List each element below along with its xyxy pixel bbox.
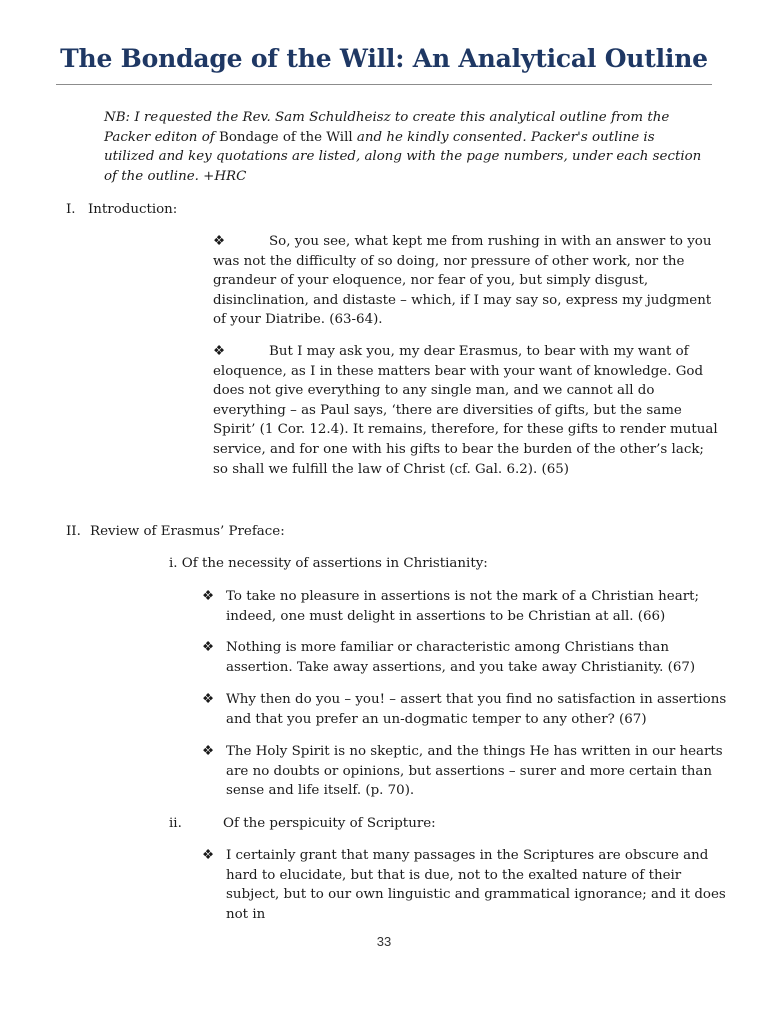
- section-2-number: II.: [66, 524, 81, 539]
- page-number: 33: [376, 934, 392, 949]
- title-divider: [56, 84, 712, 85]
- list-item: [202, 587, 727, 626]
- subsection-ii-heading: [169, 814, 436, 834]
- list-item: [202, 638, 727, 677]
- bullet-icon: ❖: [202, 744, 215, 759]
- subsection-ii-title: Of the perspicuity of Scripture:: [223, 816, 436, 831]
- list-item: [202, 690, 727, 729]
- editor-note: [104, 108, 704, 186]
- quote-1-text: So, you see, what kept me from rushing in with an answer to you was not the difficulty of so doing, nor pressure of other work, nor the grandeur of your eloquence, nor fear of you, but simply disgust, disinclination, and distaste – which, if I may say so, express my judgment of your Diatribe. (63-64).: [213, 234, 712, 328]
- bullet-icon: ❖: [202, 692, 215, 707]
- page-title: The Bondage of the Will: An Analytical Outline: [60, 44, 708, 73]
- section-1-number: I.: [66, 202, 76, 217]
- list-item: [202, 846, 727, 924]
- quote-1: [213, 232, 723, 330]
- list-item-text: To take no pleasure in assertions is not the mark of a Christian heart; indeed, one must delight in assertions to be Christian at all. (66): [226, 589, 700, 624]
- list-item-text: The Holy Spirit is no skeptic, and the things He has written in our hearts are no doubts or opinions, but assertions – surer and more certain than sense and life itself. (p. 70).: [226, 744, 723, 799]
- bullet-icon: ❖: [213, 234, 226, 249]
- quote-2: [213, 342, 723, 479]
- list-item-text: I certainly grant that many passages in the Scriptures are obscure and hard to elucidate, but that is due, not to the exalted nature of their subject, but to our own linguistic and grammatical ignorance; and it does not in: [226, 848, 726, 922]
- note-text-1: NB: I requested the Rev. Sam Schuldheisz to create this analytical outline from the Packer editon of: [104, 110, 670, 145]
- list-item-text: Nothing is more familiar or characteristic among Christians than assertion. Take away assertions, and you take away Christianity. (67): [226, 640, 696, 675]
- bullet-icon: ❖: [213, 344, 226, 359]
- section-1-heading: [66, 200, 177, 220]
- list-item: [202, 742, 727, 801]
- note-text-2: and he kindly consented. Packer's outline is utilized and key quotations are listed, along with the page numbers, under each section of the outline. +HRC: [104, 129, 702, 184]
- section-2-heading: [66, 522, 285, 542]
- subsection-i-heading: i. Of the necessity of assertions in Christianity:: [169, 556, 488, 571]
- note-book-title: Bondage of the Will: [218, 129, 353, 145]
- subsection-ii-number: ii.: [169, 816, 182, 831]
- bullet-icon: ❖: [202, 589, 215, 604]
- bullet-icon: ❖: [202, 848, 215, 863]
- section-1-title: Introduction:: [88, 202, 178, 217]
- bullet-icon: ❖: [202, 640, 215, 655]
- list-item-text: Why then do you – you! – assert that you find no satisfaction in assertions and that you prefer an un-dogmatic temper to any other? (67): [226, 692, 727, 727]
- quote-2-text: But I may ask you, my dear Erasmus, to bear with my want of eloquence, as I in these matters bear with your want of knowledge. God does not give everything to any single man, and we cannot all do everything – as Paul says, ‘there are diversities of gifts, but the same Spirit’ (1 Cor. 12.4). It remains, therefore, for these gifts to render mutual service, and for one with his gifts to bear the burden of the other’s lack; so shall we fulfill the law of Christ (cf. Gal. 6.2). (65): [213, 344, 718, 477]
- section-2-title: Review of Erasmus’ Preface:: [90, 524, 285, 539]
